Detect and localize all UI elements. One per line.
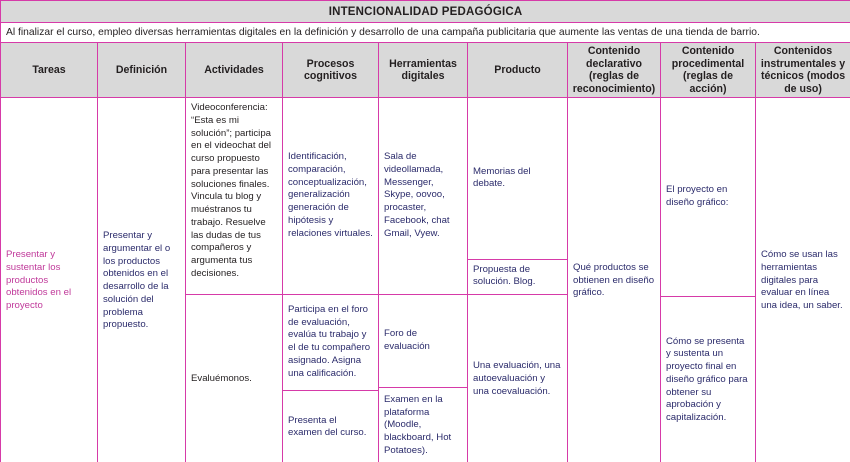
subtable-producto xyxy=(468,98,567,462)
cell-producto-3: Una evaluación, una autoevaluación y una coevaluación. xyxy=(468,294,567,462)
cell-producto-1: Memorias del debate. xyxy=(468,98,567,259)
cell-group-actividades xyxy=(186,98,283,462)
header-line: Producto xyxy=(494,63,541,76)
cell-herramientas-1: Sala de videollamada, Messenger, Skype, oovoo, procaster, Facebook, chat Gmail, Vyew. xyxy=(379,98,467,294)
header-line: Actividades xyxy=(204,63,264,76)
header-line: Contenidos xyxy=(773,45,833,57)
header-line: Contenido xyxy=(587,45,641,57)
column-header-tareas xyxy=(1,43,98,98)
header-line: Tareas xyxy=(32,63,66,76)
column-header-contenido-declarativo xyxy=(568,43,661,98)
document-title: INTENCIONALIDAD PEDAGÓGICA xyxy=(1,1,850,23)
column-header-definicion xyxy=(98,43,186,98)
cell-contenidos-instrumentales: Cómo se usan las herramientas digitales para evaluar en línea una idea, un saber. xyxy=(756,98,850,462)
cell-tareas: Presentar y sustentar los productos obtenidos en el proyecto xyxy=(1,98,98,462)
header-line: Definición xyxy=(115,63,168,76)
column-header-producto xyxy=(468,43,568,98)
subtable-herramientas-digitales xyxy=(379,98,467,462)
cell-procedimental-1: El proyecto en diseño gráfico: xyxy=(661,98,755,296)
subtitle-row xyxy=(1,23,850,43)
cell-contenido-declarativo: Qué productos se obtienen en diseño gráfico. xyxy=(568,98,661,462)
title-row xyxy=(1,1,850,23)
header-line: reconocimiento) xyxy=(572,82,656,95)
cell-group-contenido-procedimental xyxy=(661,98,756,462)
subtable-procesos-cognitivos xyxy=(283,98,378,462)
subtable-contenido-procedimental xyxy=(661,98,755,462)
cell-herramientas-3: Examen en la plataforma (Moodle, blackboard, Hot Potatoes). xyxy=(379,387,467,462)
header-line: técnicos (modos xyxy=(760,70,846,82)
cell-group-producto xyxy=(468,98,568,462)
cell-procedimental-2: Cómo se presenta y sustenta un proyecto final en diseño gráfico para obtener su aprobación y capitalización. xyxy=(661,296,755,462)
header-line: cognitivos xyxy=(304,70,357,82)
column-header-row xyxy=(1,43,850,98)
cell-herramientas-2: Foro de evaluación xyxy=(379,294,467,387)
header-line: Herramientas xyxy=(389,57,457,70)
header-line: (reglas de xyxy=(588,70,640,82)
cell-procesos-2: Participa en el foro de evaluación, evalúa tu trabajo y el de tu compañero asignado. Asigna una calificación. xyxy=(283,294,378,390)
cell-procesos-1: Identificación, comparación, conceptualización, generalización generación de hipótesis y relaciones virtuales. xyxy=(283,98,378,294)
cell-actividades-1: Videoconferencia: “Esta es mi solución”; participa en el videochat del curso propuesto para presentar las soluciones finales. Vincula tu blog y muéstranos tu trabajo. Resuelve las dudas de tus compañeros y argumenta tus decisiones. xyxy=(186,98,282,294)
header-line: (reglas de xyxy=(682,70,734,82)
header-line: de uso) xyxy=(784,82,822,95)
document-subtitle: Al finalizar el curso, empleo diversas herramientas digitales en la definición y desarrollo de una campaña publicitaria que aumente las ventas de una tienda de barrio. xyxy=(1,23,850,43)
column-header-procesos-cognitivos xyxy=(283,43,379,98)
header-line: digitales xyxy=(401,70,445,82)
column-header-actividades xyxy=(186,43,283,98)
cell-group-procesos-cognitivos xyxy=(283,98,379,462)
header-line: Procesos xyxy=(306,57,355,70)
column-header-herramientas-digitales xyxy=(379,43,468,98)
column-header-contenido-procedimental xyxy=(661,43,756,98)
cell-procesos-3: Presenta el examen del curso. xyxy=(283,390,378,462)
table-row xyxy=(1,98,850,462)
column-header-contenidos-instrumentales xyxy=(756,43,850,98)
header-line: instrumentales y xyxy=(760,57,846,70)
header-line: acción) xyxy=(689,82,727,95)
cell-actividades-2: Evaluémonos. xyxy=(186,294,282,462)
header-line: procedimental xyxy=(671,57,745,70)
cell-producto-2: Propuesta de solución. Blog. xyxy=(468,259,567,294)
subtable-actividades xyxy=(186,98,282,462)
cell-group-herramientas-digitales xyxy=(379,98,468,462)
header-line: declarativo xyxy=(586,57,642,70)
cell-definicion: Presentar y argumentar el o los productos obtenidos en el desarrollo de la solución del problema propuesto. xyxy=(98,98,186,462)
header-line: Contenido xyxy=(681,45,735,57)
